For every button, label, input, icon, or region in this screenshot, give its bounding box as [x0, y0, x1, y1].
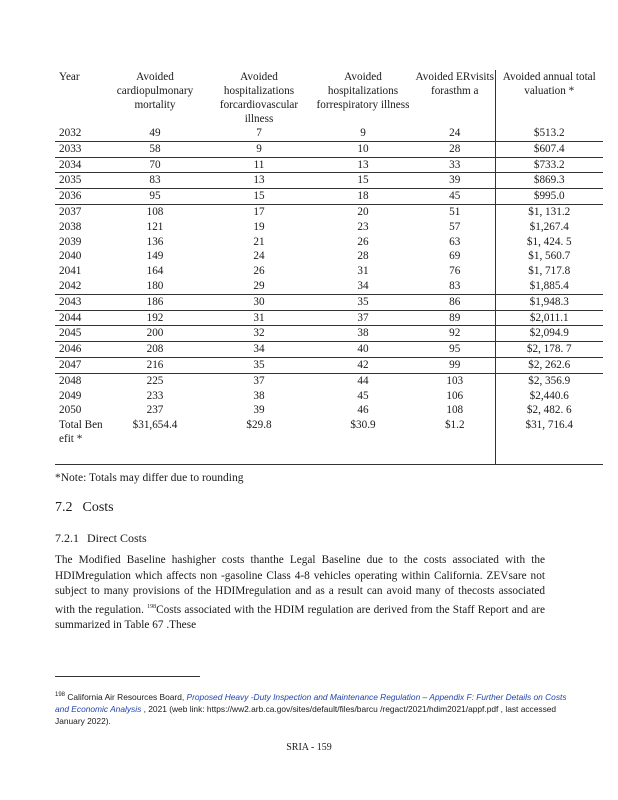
table-row [55, 141, 603, 157]
body-paragraph [55, 553, 545, 633]
table-row [55, 310, 603, 326]
header-cardiovascular-hospitalizations: Avoided hospitalizations forcardiovascular illness [219, 71, 299, 125]
table-note: *Note: Totals may differ due to rounding [55, 472, 244, 484]
cell-year: 2038 [59, 220, 82, 233]
cell-value: 19 [253, 220, 265, 233]
cell-value: 38 [311, 326, 415, 342]
cell-year: 2043 [55, 294, 103, 310]
cell-year: 2034 [55, 157, 103, 173]
table-row [55, 326, 603, 342]
cell-value: 76 [449, 265, 461, 278]
cell-value: 35 [207, 357, 311, 373]
cell-value: 13 [311, 157, 415, 173]
cell-valuation: $1,885.4 [495, 279, 603, 294]
cell-value: 26 [357, 235, 369, 248]
cell-value: 83 [103, 173, 207, 189]
cell-year: 2047 [55, 357, 103, 373]
cell-value: 63 [449, 235, 461, 248]
cell-year: 2049 [59, 389, 82, 402]
cell-value: 103 [415, 373, 495, 388]
table-row [55, 157, 603, 173]
cell-value: 37 [311, 310, 415, 326]
cell-value: 7 [256, 127, 262, 139]
cell-valuation: $2,440.6 [495, 389, 603, 404]
cell-value: 29 [253, 279, 265, 292]
cell-value: 45 [357, 389, 369, 402]
cell-value: 237 [146, 404, 164, 417]
subsection-number: 7.2.1 [55, 531, 79, 545]
cell-value: 225 [103, 373, 207, 388]
cell-year: 2048 [55, 373, 103, 388]
table-row [55, 357, 603, 373]
cell-value: 164 [146, 265, 164, 278]
section-heading [55, 500, 124, 516]
cell-valuation: $2,011.1 [495, 310, 603, 326]
health-benefits-table [55, 70, 603, 465]
cell-value: 9 [360, 127, 366, 139]
header-asthma-er-visits: Avoided ERvisits forasthm a [415, 71, 494, 97]
cell-value: 13 [207, 173, 311, 189]
cell-value: 136 [146, 235, 164, 248]
cell-year: 2037 [55, 204, 103, 219]
footnote-document-link[interactable]: Proposed Heavy -Duty Inspection and Maintenance Regulation – Appendix F: Further Details on Costs and Economic Analysis [55, 691, 567, 714]
table-row [55, 189, 603, 205]
cell-value: 51 [415, 204, 495, 219]
cell-value: 11 [207, 157, 311, 173]
cell-value: 37 [207, 373, 311, 388]
cell-valuation: $2, 178. 7 [495, 342, 603, 358]
subsection-heading [55, 531, 155, 546]
cell-valuation: $2, 482. 6 [495, 403, 603, 418]
section-title: Costs [82, 500, 114, 515]
cell-value: 24 [449, 127, 461, 139]
total-label: Total Ben efit * [55, 418, 103, 465]
cell-value: 28 [415, 141, 495, 157]
cell-value: 17 [207, 204, 311, 219]
cell-value: 28 [357, 250, 369, 263]
cell-value: 95 [415, 342, 495, 358]
table-row [55, 342, 603, 358]
table-row [55, 173, 603, 189]
cell-valuation: $2, 262.6 [495, 357, 603, 373]
cell-value: 233 [146, 389, 164, 402]
cell-valuation: $869.3 [495, 173, 603, 189]
table-row [55, 249, 603, 264]
cell-value: 9 [207, 141, 311, 157]
header-cardiopulmonary-mortality: Avoided cardiopulmonary mortality [116, 71, 194, 111]
footnote-divider [55, 676, 200, 677]
cell-valuation: $1,267.4 [495, 220, 603, 235]
total-value: $31,654.4 [103, 418, 207, 465]
header-total-valuation: Avoided annual total valuation * [495, 70, 603, 126]
cell-valuation: $2, 356.9 [495, 373, 603, 388]
cell-valuation: $1, 717.8 [495, 264, 603, 279]
table-row [55, 204, 603, 219]
cell-year: 2032 [59, 127, 82, 139]
table-row [55, 403, 603, 418]
cell-value: 39 [415, 173, 495, 189]
cell-value: 186 [103, 294, 207, 310]
cell-value: 92 [415, 326, 495, 342]
cell-year: 2050 [59, 404, 82, 417]
total-value: $29.8 [207, 418, 311, 465]
table-row [55, 389, 603, 404]
cell-value: 200 [103, 326, 207, 342]
subsection-title: Direct Costs [87, 531, 147, 545]
section-number: 7.2 [55, 500, 73, 515]
cell-value: 40 [311, 342, 415, 358]
cell-value: 216 [103, 357, 207, 373]
cell-value: 95 [103, 189, 207, 205]
header-respiratory-hospitalizations: Avoided hospitalizations forrespiratory illness [316, 71, 410, 111]
cell-value: 15 [311, 173, 415, 189]
cell-value: 18 [311, 189, 415, 205]
cell-valuation: $995.0 [495, 189, 603, 205]
cell-valuation: $607.4 [495, 141, 603, 157]
cell-value: 89 [415, 310, 495, 326]
cell-valuation: $1,948.3 [495, 294, 603, 310]
cell-value: 57 [449, 220, 461, 233]
cell-value: 26 [253, 265, 265, 278]
cell-value: 70 [103, 157, 207, 173]
cell-value: 83 [449, 279, 461, 292]
cell-value: 45 [415, 189, 495, 205]
cell-value: 108 [446, 404, 464, 417]
cell-value: 46 [357, 404, 369, 417]
cell-year: 2044 [55, 310, 103, 326]
table-row [55, 126, 603, 141]
cell-valuation: $513.2 [495, 126, 603, 141]
cell-value: 15 [207, 189, 311, 205]
cell-year: 2039 [59, 235, 82, 248]
paragraph-text-2: Costs associated with the HDIM regulation are derived from the Staff Report and are summarized in Table 67 .These [55, 603, 545, 631]
cell-value: 23 [357, 220, 369, 233]
footnote-prefix: California Air Resources Board, [65, 691, 187, 702]
cell-value: 21 [253, 235, 265, 248]
cell-year: 2045 [55, 326, 103, 342]
cell-valuation: $2,094.9 [495, 326, 603, 342]
cell-value: 34 [207, 342, 311, 358]
page-number: SRIA - 159 [286, 742, 332, 753]
footnote [55, 689, 575, 727]
table-row [55, 264, 603, 279]
cell-value: 39 [253, 404, 265, 417]
cell-value: 106 [446, 389, 464, 402]
header-year: Year [59, 71, 80, 83]
total-value: $30.9 [311, 418, 415, 465]
cell-value: 192 [103, 310, 207, 326]
cell-value: 20 [311, 204, 415, 219]
total-value: $1.2 [415, 418, 495, 465]
cell-valuation: $1, 560.7 [495, 249, 603, 264]
paragraph-text-1: The Modified Baseline hashigher costs thanthe Legal Baseline due to the costs associated with the HDIMregulation which affects non -gasoline Class 4-8 vehicles operating within California. ZEVsare not subject to many provisions of the HDIMregulation and as a result can avoid many of thecosts associated with the regulation. [55, 554, 545, 616]
footnote-marker: 198 [55, 692, 66, 698]
total-valuation: $31, 716.4 [495, 418, 603, 465]
cell-value: 69 [449, 250, 461, 263]
footnote-suffix: , 2021 (web link: https://ww2.arb.ca.gov/sites/default/files/barcu /regact/2021/hdim2021/appf.pdf , last accessed January 2022). [55, 703, 557, 726]
cell-year: 2035 [55, 173, 103, 189]
cell-value: 31 [357, 265, 369, 278]
table-row [55, 373, 603, 388]
cell-year: 2036 [55, 189, 103, 205]
cell-value: 99 [415, 357, 495, 373]
footnote-reference[interactable]: 198 [147, 603, 157, 610]
cell-value: 180 [146, 279, 164, 292]
cell-value: 24 [253, 250, 265, 263]
cell-value: 34 [357, 279, 369, 292]
cell-value: 121 [146, 220, 164, 233]
cell-value: 44 [311, 373, 415, 388]
cell-value: 33 [415, 157, 495, 173]
cell-year: 2046 [55, 342, 103, 358]
cell-value: 149 [146, 250, 164, 263]
table-body [55, 126, 603, 465]
table-row [55, 220, 603, 235]
table-row [55, 294, 603, 310]
table-row [55, 235, 603, 250]
cell-value: 35 [311, 294, 415, 310]
cell-year: 2040 [59, 250, 82, 263]
cell-value: 208 [103, 342, 207, 358]
cell-year: 2033 [55, 141, 103, 157]
cell-value: 38 [253, 389, 265, 402]
cell-value: 31 [207, 310, 311, 326]
total-row [55, 418, 603, 465]
cell-value: 30 [207, 294, 311, 310]
cell-value: 32 [207, 326, 311, 342]
cell-valuation: $1, 131.2 [495, 204, 603, 219]
cell-year: 2041 [59, 265, 82, 278]
cell-value: 42 [311, 357, 415, 373]
cell-value: 58 [103, 141, 207, 157]
table-row [55, 279, 603, 294]
cell-value: 108 [103, 204, 207, 219]
cell-value: 49 [149, 127, 161, 139]
cell-valuation: $1, 424. 5 [495, 235, 603, 250]
cell-valuation: $733.2 [495, 157, 603, 173]
cell-value: 86 [415, 294, 495, 310]
cell-year: 2042 [59, 279, 82, 292]
cell-value: 10 [311, 141, 415, 157]
table-header [55, 70, 603, 126]
